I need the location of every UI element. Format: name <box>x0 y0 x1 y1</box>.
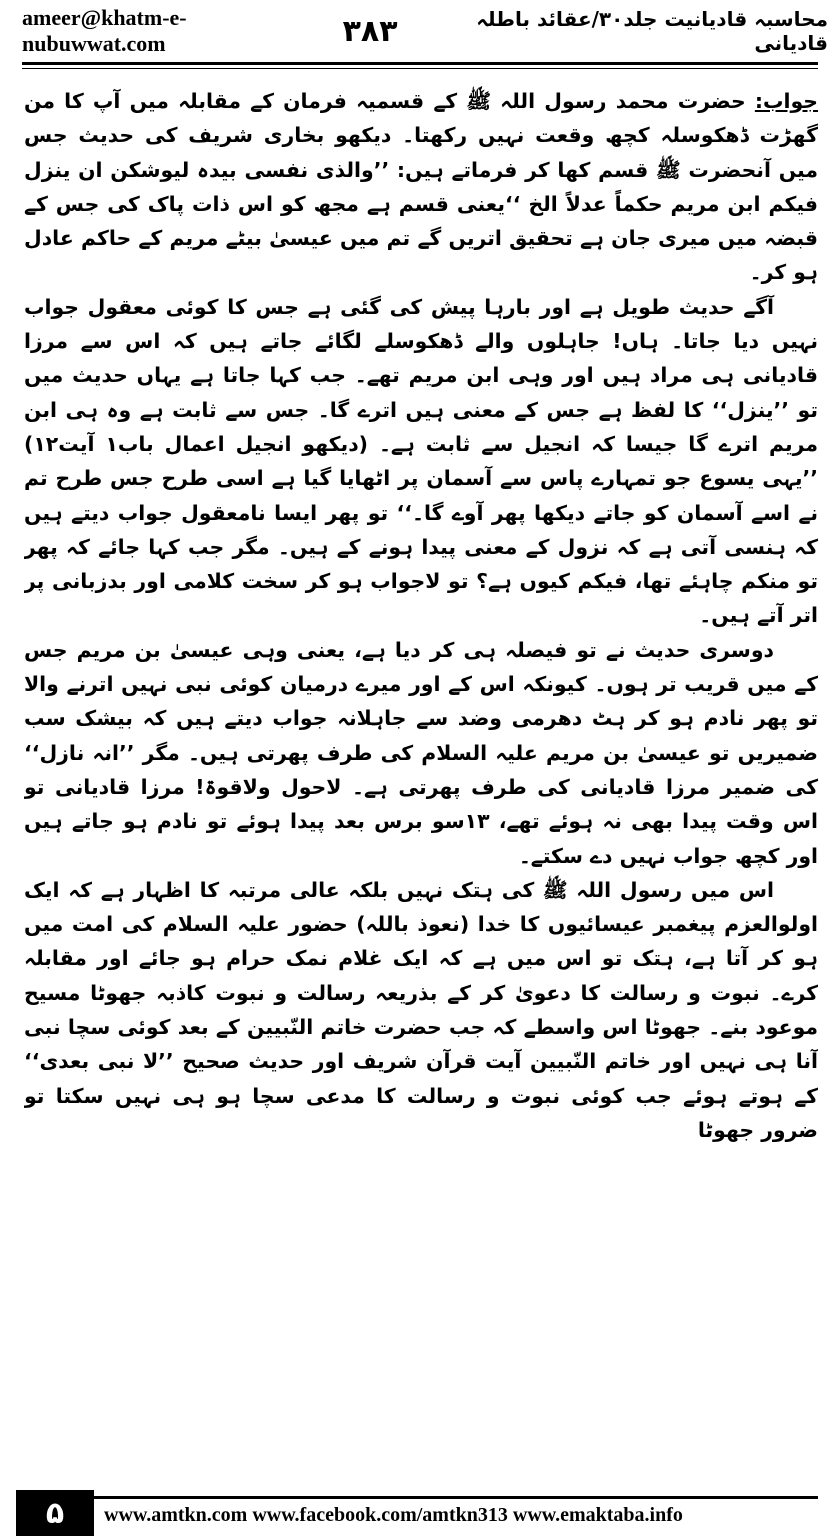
paragraph-2: آگے حدیث طویل ہے اور بارہا پیش کی گئی ہے جس کا کوئی معقول جواب نہیں دیا جاتا۔ ہاں! جاہلوں والے ڈھکوسلے لگائے جاتے ہیں کہ اس سے مرزا قادیانی ہی مراد ہیں اور وہی ابن مریم تھے۔ جب کہا جاتا ہے یہاں حدیث میں تو ’’ینزل‘‘ کا لفظ ہے جس کے معنی ہیں اترے گا۔ جس سے ثابت ہے وہ ہی ابن مریم اترے گا جیسا کہ انجیل سے ثابت ہے۔ (دیکھو انجیل اعمال باب۱ آیت۱۲) ’’یہی یسوع جو تمہارے پاس سے آسمان پر اٹھایا گیا ہے اسی طرح جس طرح تم نے اسے آسمان کو جاتے دیکھا پھر آوے گا۔‘‘ تو پھر ایسا نامعقول جواب دیتے ہیں کہ ہنسی آتی ہے کہ نزول کے معنی پیدا ہونے کے ہیں۔ مگر جب کہا جائے کہ پھر تو منکم چاہئے تھا، فیکم کیوں ہے؟ تو لاجواب ہو کر سخت کلامی اور بدزبانی پر اتر آتے ہیں۔ <box>24 294 818 628</box>
paragraph-4: اس میں رسول اللہ ﷺ کی ہتک نہیں بلکہ عالی مرتبہ کا اظہار ہے کہ ایک اولوالعزم پیغمبر عیسائیوں کا خدا (نعوذ باللہ) حضور علیہ السلام کی امت میں ہو کر آتا ہے، ہتک تو اس میں ہے کہ ایک غلام نمک حرام ہو جائے اور مقابلہ کرے۔ نبوت و رسالت کا دعویٰ کر کے بذریعہ رسالت و نبوت کاذبہ جھوٹا مسیح موعود بنے۔ جھوٹا اس واسطے کہ جب حضرت خاتم النّبیین کے بعد کوئی سچا نبی آنا ہی نہیں اور خاتم النّبیین آیت قرآن شریف اور حدیث صحیح ’’لا نبی بعدی‘‘ کے ہوتے ہوئے جب کوئی نبوت و رسالت کا مدعی سچا ہو ہی نہیں سکتا تو ضرور جھوٹا <box>24 877 818 1142</box>
header-left <box>22 5 398 57</box>
page-number: ۳۸۳ <box>342 13 398 49</box>
header-email: ameer@khatm-e-nubuwwat.com <box>22 5 187 56</box>
paragraph-1-text: حضرت محمد رسول اللہ ﷺ کے قسمیہ فرمان کے مقابلہ میں آپ کا من گھڑت ڈھکوسلہ کچھ وقعت نہیں رکھتا۔ دیکھو بخاری شریف کی حدیث جس میں آنحضرت ﷺ قسم کھا کر فرماتے ہیں: ’’والذی نفسی بیدہ لیوشکن ان ینزل فیکم ابن مریم حکماً عدلاً الخ ‘‘یعنی قسم ہے مجھ کو اس ذات پاک کی جس کے قبضہ میں میری جان ہے تحقیق اتریں گے تم میں عیسیٰ بیٹے مریم کے حاکم عادل ہو کر۔ <box>24 89 818 285</box>
page-body <box>24 84 818 1474</box>
footer-divider <box>94 1496 818 1499</box>
page-header <box>0 0 840 62</box>
footer-page-badge: ۵ <box>16 1490 94 1536</box>
footer-urls: www.amtkn.com www.facebook.com/amtkn313 www.emaktaba.info <box>104 1504 683 1526</box>
header-divider <box>22 62 818 69</box>
page-footer <box>0 1484 840 1540</box>
paragraph-1 <box>24 84 818 290</box>
paragraph-3: دوسری حدیث نے تو فیصلہ ہی کر دیا ہے، یعنی وہی عیسیٰ بن مریم جس کے میں قریب تر ہوں۔ کیونکہ اس کے اور میرے درمیان کوئی نبی نہیں اترنے والا تو پھر نادم ہو کر ہٹ دھرمی وضد سے جاہلانہ جواب دیتے ہیں کہ بیشک سب ضمیریں تو عیسیٰ بن مریم علیہ السلام کی طرف پھرتی ہیں۔ مگر ’’انہ نازل‘‘ کی ضمیر مرزا قادیانی کی طرف پھرتی ہے۔ لاحول ولاقوۃ! مرزا قادیانی تو اس وقت پیدا بھی نہ ہوئے تھے، ۱۳سو برس بعد پیدا ہوئے تو نادم ہو جاتے ہیں اور کچھ جواب نہیں دے سکتے۔ <box>24 637 818 868</box>
book-title: محاسبہ قادیانیت جلد۳۰/عقائد باطلہ قادیانی <box>476 7 828 55</box>
answer-label: جواب: <box>754 89 818 113</box>
